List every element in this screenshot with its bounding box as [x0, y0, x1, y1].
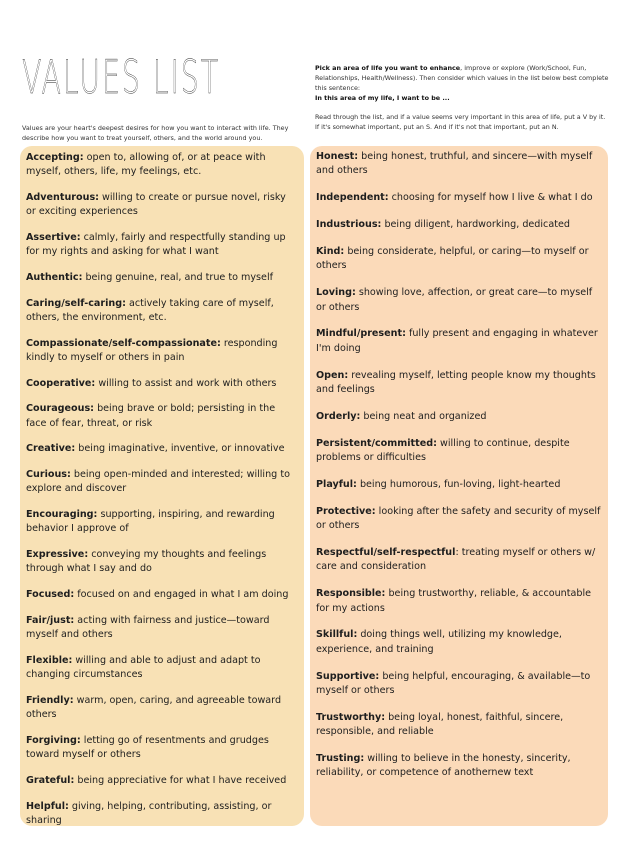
value-entry — [26, 588, 298, 602]
instructions-rating: Read through the list, and if a value seems very important in this area of life, put a V by it. If it's somewhat important, put an S. And if it's not that important, put an N. — [315, 112, 606, 131]
value-entry — [316, 752, 602, 780]
value-desc: being genuine, real, and true to myself — [82, 271, 273, 283]
value-entry — [316, 369, 602, 397]
value-entry — [26, 654, 298, 682]
value-entry — [26, 468, 298, 496]
value-entry — [26, 231, 298, 259]
page-title: VALUES LIST — [22, 50, 221, 104]
value-entry — [316, 410, 602, 424]
instructions-lead-bold: Pick an area of life you want to enhance — [315, 64, 461, 72]
value-entry — [26, 402, 298, 430]
value-term: Curious: — [26, 469, 71, 481]
instructions-prompt-bold: In this area of my life, I want to be ... — [315, 93, 450, 102]
value-entry — [316, 587, 602, 615]
value-desc: being brave or bold; persisting in the face of fear, threat, or risk — [26, 403, 276, 429]
left-values-panel — [20, 146, 304, 826]
value-desc: being neat and organized — [360, 410, 487, 422]
value-desc: being loyal, honest, faithful, sincere, responsible, and reliable — [316, 711, 564, 738]
value-term: Playful: — [316, 478, 357, 490]
value-term: Mindful/present: — [316, 328, 406, 340]
value-desc: being diligent, hardworking, dedicated — [381, 219, 570, 231]
value-entry — [316, 150, 602, 178]
value-desc: open to, allowing of, or at peace with myself, others, life, my feelings, etc. — [26, 152, 266, 178]
value-term: Focused: — [26, 589, 75, 601]
value-term: Trusting: — [316, 753, 365, 764]
value-entry — [316, 505, 602, 533]
value-desc: being open-minded and interested; willing to explore and discover — [26, 469, 290, 495]
value-term: Open: — [316, 369, 349, 381]
instructions-lead — [315, 64, 610, 94]
value-desc: willing to assist and work with others — [95, 377, 277, 389]
value-term: Trustworthy: — [316, 711, 386, 723]
value-term: Industrious: — [316, 219, 382, 231]
value-term: Compassionate/self-compassionate: — [26, 337, 221, 349]
value-entry — [26, 734, 298, 762]
value-entry — [316, 711, 602, 739]
value-desc: acting with fairness and justice—toward myself and others — [26, 614, 270, 641]
value-desc: responding kindly to myself or others in pain — [26, 337, 278, 363]
value-desc: : treating myself or others w/ care and consideration — [316, 547, 596, 573]
value-entry — [26, 774, 298, 788]
value-entry — [316, 245, 602, 273]
value-desc: giving, helping, contributing, assisting, or sharing — [26, 800, 272, 826]
value-term: Grateful: — [26, 774, 75, 786]
right-values-panel — [310, 146, 608, 826]
value-desc: conveying my thoughts and feelings through what I say and do — [26, 549, 267, 575]
value-entry — [26, 442, 298, 456]
value-term: Protective: — [316, 505, 376, 517]
value-term: Authentic: — [26, 271, 83, 283]
value-term: Cooperative: — [26, 377, 96, 389]
value-desc: being imaginative, inventive, or innovative — [75, 443, 285, 455]
value-term: Independent: — [316, 192, 389, 204]
value-desc: letting go of resentments and grudges toward myself or others — [26, 734, 269, 760]
value-term: Supportive: — [316, 670, 380, 682]
value-term: Honest: — [316, 151, 359, 162]
value-term: Assertive: — [26, 231, 81, 243]
value-desc: calmly, fairly and respectfully standing up for my rights and asking for what I want — [26, 231, 286, 258]
value-term: Caring/self-caring: — [26, 297, 126, 309]
value-desc: showing love, affection, or great care—to myself or others — [316, 287, 593, 313]
value-term: Skillful: — [316, 629, 358, 641]
value-desc: revealing myself, letting people know my thoughts and feelings — [316, 369, 596, 395]
value-entry — [26, 297, 298, 325]
value-entry — [316, 191, 602, 205]
value-term: Orderly: — [316, 410, 361, 422]
value-desc: being humorous, fun-loving, light-hearted — [356, 478, 561, 490]
value-term: Creative: — [26, 443, 76, 455]
value-entry — [26, 694, 298, 722]
value-term: Accepting: — [26, 152, 84, 163]
value-desc: willing to continue, despite problems or difficulties — [316, 437, 570, 463]
value-term: Respectful/self-respectful — [316, 547, 456, 559]
value-desc: being helpful, encouraging, & available—to myself or others — [316, 670, 591, 696]
value-entry — [26, 614, 298, 642]
value-desc: supporting, inspiring, and rewarding behavior I approve of — [26, 509, 275, 535]
value-desc: being considerate, helpful, or caring—to myself or others — [316, 246, 589, 272]
value-term: Forgiving: — [26, 734, 81, 746]
value-entry — [26, 271, 298, 285]
value-term: Helpful: — [26, 800, 69, 812]
value-desc: willing and able to adjust and adapt to changing circumstances — [26, 654, 261, 680]
value-entry — [316, 628, 602, 656]
value-desc: doing things well, utilizing my knowledge, experience, and training — [316, 629, 562, 655]
value-entry — [316, 286, 602, 314]
value-term: Fair/just: — [26, 614, 75, 626]
value-desc: being honest, truthful, and sincere—with myself and others — [316, 151, 593, 177]
instructions-lead-rest: , improve or explore (Work/School, Fun, Relationships, Health/Wellness). Then consider which values in the list below best complete this sentence: — [315, 64, 609, 92]
value-entry — [316, 327, 602, 355]
value-entry — [316, 478, 602, 492]
value-term: Friendly: — [26, 694, 74, 706]
value-entry — [316, 546, 602, 574]
value-entry — [26, 548, 298, 576]
value-desc: warm, open, caring, and agreeable toward others — [26, 694, 282, 720]
value-entry — [26, 377, 298, 391]
value-term: Encouraging: — [26, 509, 98, 521]
value-desc: being appreciative for what I have received — [74, 774, 287, 786]
value-term: Loving: — [316, 287, 356, 299]
intro-text: Values are your heart's deepest desires for how you want to interact with life. They describe how you want to treat yourself, others, and the world around you. — [22, 124, 289, 142]
instructions-prompt — [315, 94, 610, 104]
value-desc: willing to believe in the honesty, sincerity, reliability, or competence of anothernew text — [316, 753, 571, 779]
instructions — [315, 64, 610, 133]
value-desc: choosing for myself how I live & what I do — [388, 192, 593, 204]
value-term: Flexible: — [26, 654, 73, 666]
value-desc: fully present and engaging in whatever I'm doing — [316, 328, 598, 354]
value-term: Courageous: — [26, 403, 95, 415]
value-desc: looking after the safety and security of myself or others — [316, 505, 601, 532]
value-entry — [26, 508, 298, 536]
value-term: Expressive: — [26, 549, 89, 561]
value-entry — [316, 218, 602, 232]
value-desc: willing to create or pursue novel, risky or exciting experiences — [26, 191, 286, 218]
value-term: Persistent/committed: — [316, 437, 437, 449]
value-entry — [26, 191, 298, 219]
value-entry — [316, 670, 602, 698]
value-term: Kind: — [316, 246, 345, 258]
value-desc: focused on and engaged in what I am doing — [74, 589, 289, 601]
value-term: Responsible: — [316, 588, 386, 600]
value-desc: being trustworthy, reliable, & accountable for my actions — [316, 588, 592, 614]
value-term: Adventurous: — [26, 191, 99, 203]
value-entry — [26, 337, 298, 365]
value-desc: actively taking care of myself, others, the environment, etc. — [26, 297, 274, 323]
value-entry — [26, 151, 298, 179]
value-entry — [26, 800, 298, 828]
value-entry — [316, 437, 602, 465]
